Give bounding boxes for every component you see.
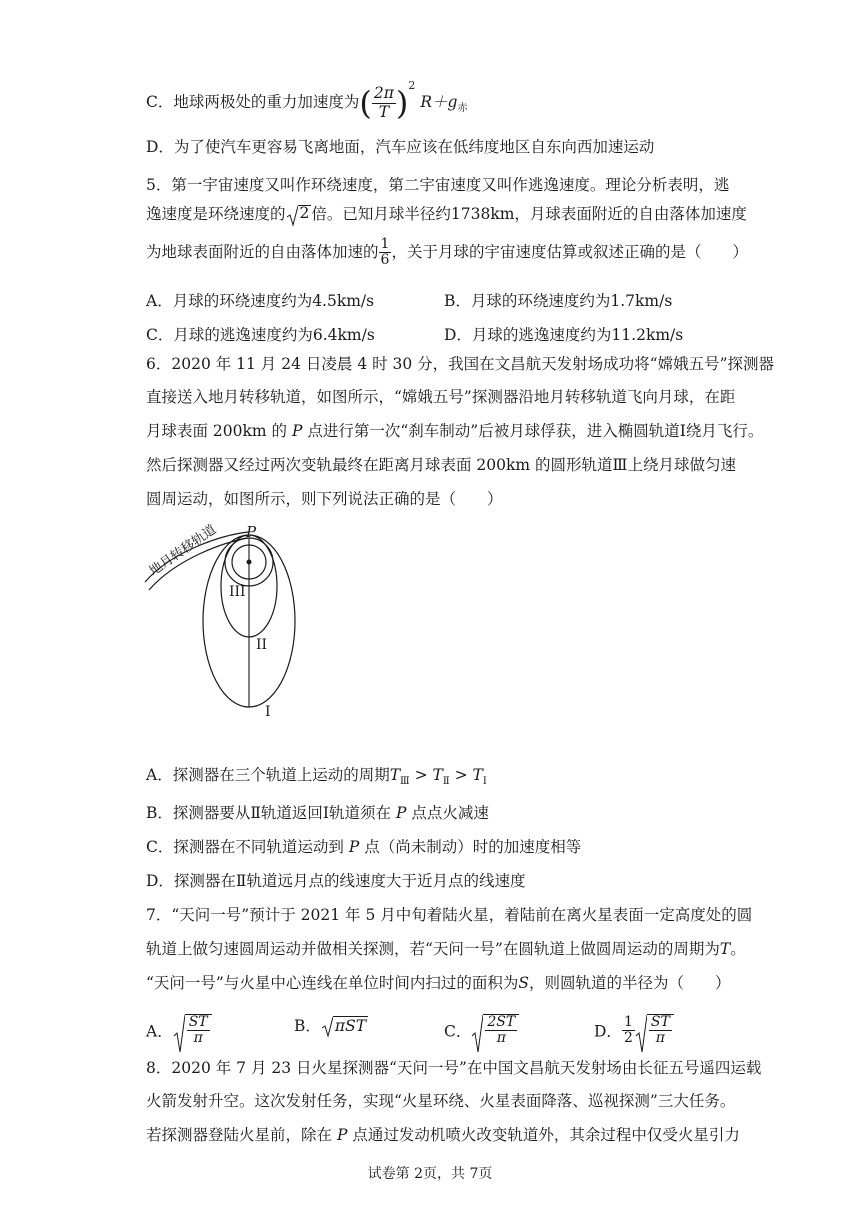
q6-line1: 6．2020 年 11 月 24 日凌晨 4 时 30 分，我国在文昌航天发射场成功将“嫦娥五号”探测器 [146,355,775,373]
sqrt-symbol: 2 [286,205,312,222]
q7-option-a[interactable]: A． $\frac{ST}{\pi}$ [146,1014,212,1047]
q5-option-a[interactable]: A．月球的环绕速度约为4.5km/s [146,292,375,310]
q5-fraction: $\frac{1}{6}$ [380,236,390,269]
orbit-diagram [143,520,313,724]
q6-option-d[interactable]: D．探测器在Ⅱ轨道远月点的线速度大于近月点的线速度 [146,872,526,890]
q8-line2: 火箭发射升空。这次发射任务，实现“火星环绕、火星表面降落、巡视探测”三大任务。 [146,1092,736,1110]
orbit-2-label: II [256,637,268,653]
point-p-label: P [246,523,257,541]
transfer-track-label: 地月转移轨道 [146,522,220,580]
q6-option-c[interactable]: C．探测器在不同轨道运动到 P 点（尚未制动）时的加速度相等 [146,838,582,856]
q4-fraction: $\frac{2\pi}{T}$ [373,84,394,121]
q6-option-b[interactable]: B．探测器要从Ⅱ轨道返回Ⅰ轨道须在 P 点点火减速 [146,804,489,822]
q5-option-c[interactable]: C．月球的逃逸速度约为6.4km/s [146,326,375,344]
orbit-3-label: III [229,584,246,600]
q6-line5: 圆周运动，如图所示，则下列说法正确的是（ ） [146,490,503,508]
orbit-diagram-svg [143,520,313,720]
q8-line3: 若探测器登陆火星前，除在 P 点通过发动机喷火改变轨道外，其余过程中仅受火星引力 [146,1126,740,1144]
q7-option-c[interactable]: C． $\frac{2ST}{\pi}$ [444,1014,519,1047]
q4-option-c: C．地球两极处的重力加速度为( $\frac{2\pi}{T}$ )$^2$ $R+g_赤$ [146,79,468,122]
orbit-1-label: I [265,704,271,720]
q7-option-d[interactable]: D． $\frac{1}{2}$ $\frac{ST}{\pi}$ [594,1014,674,1047]
q6-line3: 月球表面 200km 的 P 点进行第一次“刹车制动”后被月球俘获，进入椭圆轨道Ⅰ绕月飞行。 [146,422,764,440]
q7-line1: 7．“天问一号”预计于 2021 年 5 月中旬着陆火星，着陆前在离火星表面一定高度处的圆 [146,906,753,924]
q7-option-b[interactable]: B． πST [294,1016,367,1035]
q6-line2: 直接送入地月转移轨道，如图所示，“嫦娥五号”探测器沿地月转移轨道飞向月球，在距 [146,388,736,406]
q7-options [146,1004,726,1046]
q6-line4: 然后探测器又经过两次变轨最终在距离月球表面 200km 的圆形轨道Ⅲ上绕月球做匀速 [146,456,736,474]
q5-options-row1 [146,289,726,311]
q7-line2: 轨道上做匀速圆周运动并做相关探测，若“天问一号”在圆轨道上做圆周运动的周期为T。 [146,940,746,958]
moon-center [247,560,252,565]
q5-option-d[interactable]: D．月球的逃逸速度约为11.2km/s [444,326,684,344]
q5-line2: 逸速度是环绕速度的 2 倍。已知月球半径约1738km，月球表面附近的自由落体加速度 [146,203,747,223]
q8-line1: 8．2020 年 7 月 23 日火星探测器“天问一号”在中国文昌航天发射场由长征五号遥四运载 [146,1059,762,1077]
q5-options-row2 [146,323,726,345]
q7-line3: “天问一号”与火星中心连线在单位时间内扫过的面积为S，则圆轨道的半径为（ ） [146,974,731,992]
q5-line1: 5．第一宇宙速度又叫作环绕速度，第二宇宙速度又叫作逃逸速度。理论分析表明，逃 [146,176,730,194]
q5-option-b[interactable]: B．月球的环绕速度约为1.7km/s [444,292,673,310]
q4-option-d: D．为了使汽车更容易飞离地面，汽车应该在低纬度地区自东向西加速运动 [146,138,655,156]
q6-option-a[interactable]: A．探测器在三个轨道上运动的周期$T_Ⅲ > T_Ⅱ > T_Ⅰ$ [146,766,487,788]
q5-line3: 为地球表面附近的自由落体加速的 $\frac{1}{6}$ ，关于月球的宇宙速度估算或叙述正确的是（ ） [146,236,748,269]
page-footer: 试卷第 2页，共 7页 [367,1166,493,1182]
